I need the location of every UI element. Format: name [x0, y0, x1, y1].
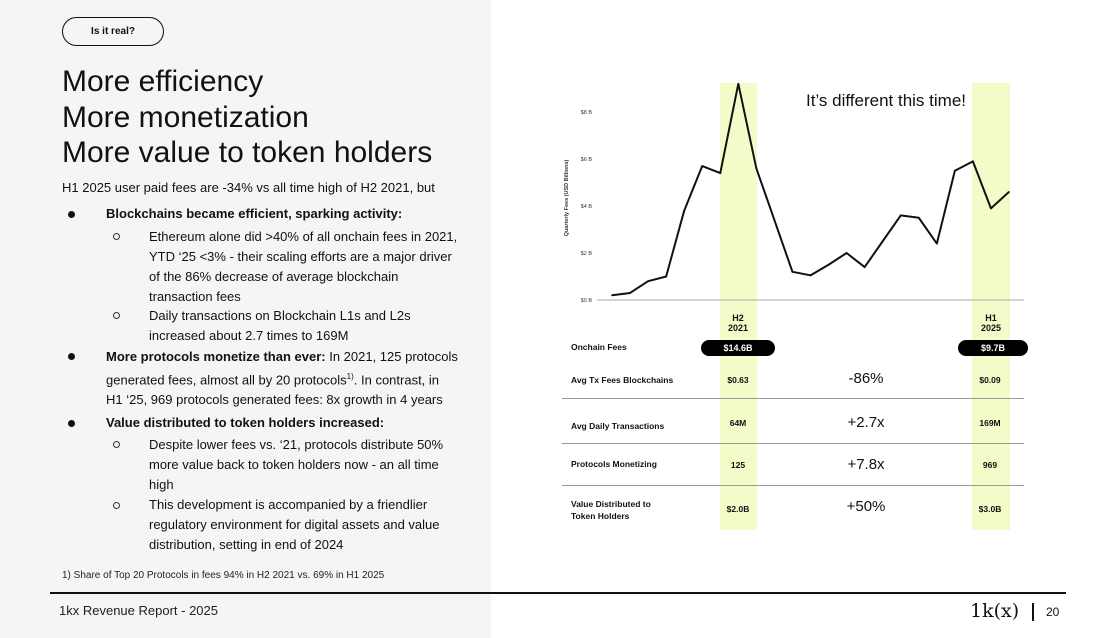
data-point	[900, 215, 902, 217]
text-line: Daily transactions on Blockchain L1s and L2s	[149, 308, 411, 323]
title-line: More monetization	[62, 100, 309, 134]
y-axis-label: Quarterly Fees (USD Billions)	[564, 159, 570, 237]
table-divider	[562, 485, 1024, 486]
intro-text: H1 2025 user paid fees are -34% vs all time high of H2 2021, but	[62, 180, 435, 195]
highlight-label-line: H2	[732, 313, 744, 323]
row-label: Avg Daily Transactions	[571, 421, 665, 431]
data-point	[864, 266, 866, 268]
data-point	[792, 271, 794, 273]
text-line: regulatory environment for digital assets and value	[149, 517, 440, 532]
data-point	[701, 165, 703, 167]
page-number: 20	[1046, 605, 1060, 619]
fees-series-line	[612, 84, 1009, 295]
onchain-fees-h1-2025-pill: $9.7B	[958, 340, 1028, 356]
value-h2-2021: 64M	[729, 418, 747, 428]
data-point	[918, 217, 920, 219]
value-h1-2025: 969	[982, 460, 998, 470]
value-h2-2021: $2.0B	[726, 504, 750, 514]
text-line: Despite lower fees vs. ‘21, protocols distribute 50%	[149, 437, 444, 452]
section-tag: Is it real?	[62, 17, 164, 46]
chart-title: It’s different this time!	[806, 91, 966, 110]
highlight-label-line: 2025	[980, 323, 1002, 333]
change-value: +50%	[846, 498, 886, 515]
data-point	[882, 240, 884, 242]
data-point	[629, 292, 631, 294]
data-point	[1008, 191, 1010, 193]
1kx-logo: 1k(x)	[970, 600, 1020, 622]
footer-divider	[50, 592, 1066, 594]
text-line: YTD ‘25 <3% - their scaling efforts are a major driver	[149, 249, 452, 264]
change-value: +7.8x	[847, 456, 885, 473]
data-point	[683, 210, 685, 212]
y-tick-label: $2 B	[580, 251, 592, 257]
row-label: Protocols Monetizing	[571, 459, 657, 469]
row-label-onchain-fees: Onchain Fees	[571, 342, 627, 352]
value-h2-2021: $0.63	[727, 375, 749, 385]
onchain-fees-h2-2021-pill: $14.6B	[701, 340, 775, 356]
data-point	[954, 170, 956, 172]
change-value: +2.7x	[847, 414, 885, 431]
text-line: increased about 2.7 times to 169M	[149, 328, 349, 343]
row-label: Avg Tx Fees Blockchains	[571, 375, 674, 385]
data-point	[719, 172, 721, 174]
bullet-3: Value distributed to token holders increased:	[106, 415, 385, 430]
text-line: high	[149, 477, 174, 492]
y-tick-label: $0 B	[580, 298, 592, 304]
text-line: of the 86% decrease of average blockchain	[149, 269, 399, 284]
table-divider	[562, 443, 1024, 444]
footer-separator	[1032, 603, 1034, 621]
value-h1-2025: $0.09	[979, 375, 1001, 385]
data-point	[756, 168, 758, 170]
text-line: transaction fees	[149, 289, 241, 304]
text-line: Ethereum alone did >40% of all onchain fees in 2021,	[149, 229, 458, 244]
data-point	[611, 295, 613, 297]
text-line: This development is accompanied by a friendlier	[149, 497, 428, 512]
text-line: more value back to token holders now - an all time	[149, 457, 439, 472]
data-point	[936, 243, 938, 245]
report-name: 1kx Revenue Report - 2025	[59, 603, 218, 618]
highlight-label-line: 2021	[727, 323, 749, 333]
text-line: distribution, setting in end of 2024	[149, 537, 344, 552]
data-point	[774, 219, 776, 221]
data-point	[665, 276, 667, 278]
text-line: generated fees, almost all by 20 protocols	[106, 372, 347, 388]
y-tick-label: $6 B	[580, 157, 592, 163]
highlight-label-h1-2025	[966, 313, 1016, 333]
value-h1-2025: $3.0B	[978, 504, 1002, 514]
footnote: 1) Share of Top 20 Protocols in fees 94% in H2 2021 vs. 69% in H1 2025	[62, 570, 385, 581]
text-line: H1 ‘25, 969 protocols generated fees: 8x growth in 4 years	[106, 392, 443, 408]
text-line: In 2021, 125 protocols	[325, 349, 458, 364]
data-point	[846, 252, 848, 254]
title-line: More value to token holders	[62, 136, 433, 169]
y-tick-label: $4 B	[580, 204, 592, 210]
value-h2-2021: 125	[730, 460, 746, 470]
data-point	[990, 208, 992, 210]
change-value: -86%	[848, 370, 884, 387]
highlight-label-line: H1	[985, 313, 997, 323]
data-point	[828, 264, 830, 266]
bullet-2-bold: More protocols monetize than ever:	[106, 349, 326, 364]
row-label: Value Distributed to Token Holders	[571, 499, 651, 521]
value-h1-2025: 169M	[979, 418, 1001, 428]
data-point	[810, 275, 812, 277]
data-point	[972, 161, 974, 163]
text-line: . In contrast, in	[353, 372, 440, 388]
data-point	[647, 280, 649, 282]
highlight-label-h2-2021	[713, 313, 763, 333]
bullet-1: Blockchains became efficient, sparking activity:	[106, 206, 403, 221]
y-tick-label: $8 B	[580, 110, 592, 116]
footnote-ref: 1)	[346, 372, 354, 381]
table-divider	[562, 398, 1024, 399]
data-point	[738, 83, 740, 85]
title-line: More efficiency	[62, 65, 264, 98]
